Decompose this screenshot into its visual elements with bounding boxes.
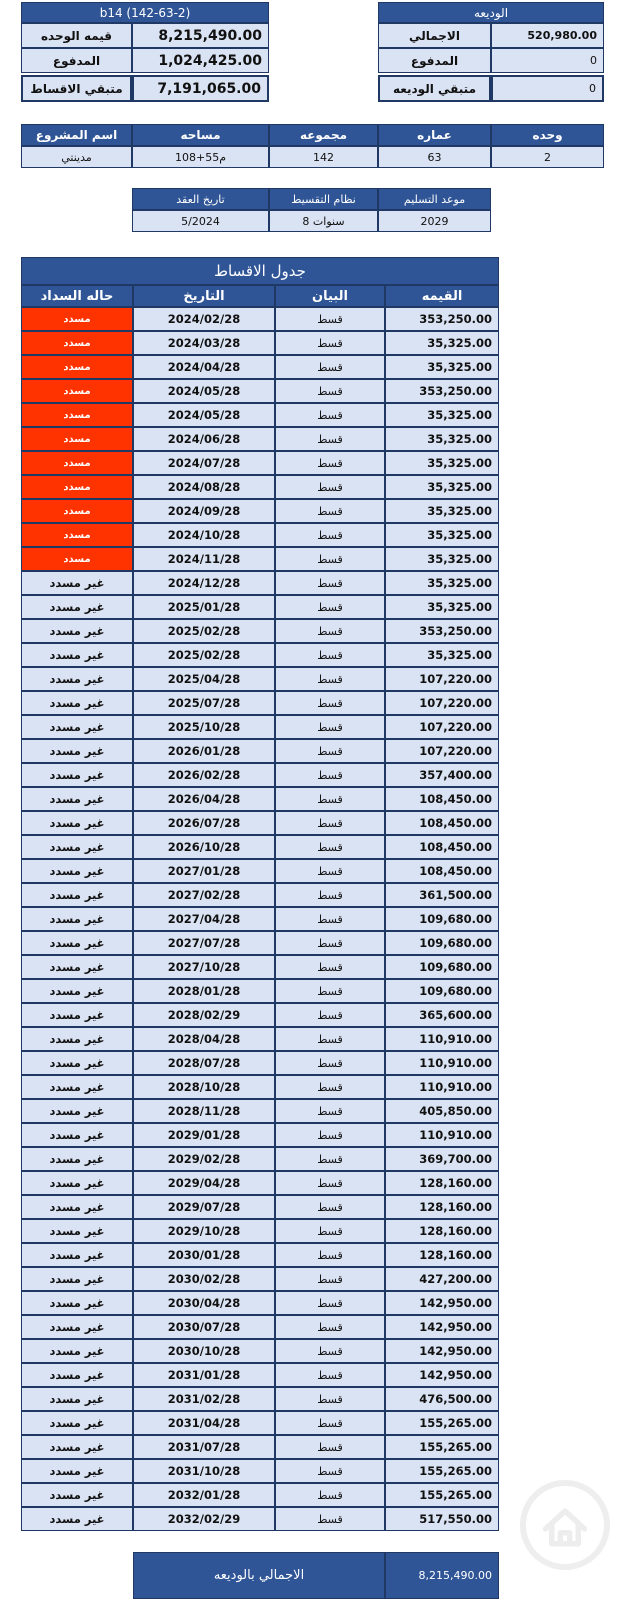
table-row [21, 907, 499, 931]
date-cell: 2031/07/28 [133, 1435, 275, 1459]
date-cell: 2028/02/29 [133, 1003, 275, 1027]
date-cell: 2030/10/28 [133, 1339, 275, 1363]
desc-cell: قسط [275, 1219, 385, 1243]
desc-cell: قسط [275, 1507, 385, 1531]
desc-cell: قسط [275, 1315, 385, 1339]
date-cell: 2026/02/28 [133, 763, 275, 787]
value-group: 142 [269, 146, 378, 168]
date-cell: 2026/10/28 [133, 835, 275, 859]
date-cell: 2030/01/28 [133, 1243, 275, 1267]
status-unpaid-cell: غير مسدد [21, 1459, 133, 1483]
amount-cell: 110,910.00 [385, 1027, 499, 1051]
desc-cell: قسط [275, 1483, 385, 1507]
status-unpaid-cell: غير مسدد [21, 1075, 133, 1099]
desc-cell: قسط [275, 883, 385, 907]
date-cell: 2027/01/28 [133, 859, 275, 883]
table-row [21, 667, 499, 691]
amount-cell: 128,160.00 [385, 1219, 499, 1243]
table-row [21, 1363, 499, 1387]
table-row [21, 787, 499, 811]
desc-cell: قسط [275, 1171, 385, 1195]
table-row [21, 1267, 499, 1291]
amount-cell: 107,220.00 [385, 667, 499, 691]
status-unpaid-cell: غير مسدد [21, 931, 133, 955]
total-label: الاجمالي بالوديعه [133, 1552, 385, 1599]
status-paid-cell: مسدد [21, 331, 133, 355]
desc-cell: قسط [275, 955, 385, 979]
amount-cell: 35,325.00 [385, 523, 499, 547]
desc-cell: قسط [275, 331, 385, 355]
status-paid-cell: مسدد [21, 307, 133, 331]
status-unpaid-cell: غير مسدد [21, 1051, 133, 1075]
status-unpaid-cell: غير مسدد [21, 955, 133, 979]
status-paid-cell: مسدد [21, 427, 133, 451]
table-row [21, 355, 499, 379]
value-building: 63 [378, 146, 491, 168]
unit-value: 8,215,490.00 [132, 23, 269, 48]
deposit-remaining: 0 [491, 75, 604, 102]
status-unpaid-cell: غير مسدد [21, 1243, 133, 1267]
date-cell: 2026/01/28 [133, 739, 275, 763]
desc-cell: قسط [275, 1339, 385, 1363]
table-row [21, 1387, 499, 1411]
desc-cell: قسط [275, 763, 385, 787]
status-unpaid-cell: غير مسدد [21, 1387, 133, 1411]
desc-cell: قسط [275, 787, 385, 811]
amount-cell: 142,950.00 [385, 1315, 499, 1339]
date-cell: 2028/01/28 [133, 979, 275, 1003]
desc-cell: قسط [275, 1195, 385, 1219]
table-row [21, 1507, 499, 1531]
date-cell: 2032/02/29 [133, 1507, 275, 1531]
table-row [21, 859, 499, 883]
unit-value-label: قيمه الوحده [21, 23, 132, 48]
date-cell: 2027/07/28 [133, 931, 275, 955]
desc-cell: قسط [275, 1243, 385, 1267]
status-paid-cell: مسدد [21, 475, 133, 499]
header-building: عماره [378, 124, 491, 146]
desc-cell: قسط [275, 1411, 385, 1435]
amount-cell: 517,550.00 [385, 1507, 499, 1531]
desc-cell: قسط [275, 739, 385, 763]
date-cell: 2024/11/28 [133, 547, 275, 571]
status-unpaid-cell: غير مسدد [21, 1483, 133, 1507]
status-unpaid-cell: غير مسدد [21, 1435, 133, 1459]
status-paid-cell: مسدد [21, 379, 133, 403]
deposit-paid-label: المدفوع [378, 48, 491, 73]
status-unpaid-cell: غير مسدد [21, 619, 133, 643]
date-cell: 2024/04/28 [133, 355, 275, 379]
desc-cell: قسط [275, 499, 385, 523]
amount-cell: 35,325.00 [385, 403, 499, 427]
amount-cell: 155,265.00 [385, 1411, 499, 1435]
table-row [21, 883, 499, 907]
desc-cell: قسط [275, 451, 385, 475]
amount-cell: 361,500.00 [385, 883, 499, 907]
amount-cell: 142,950.00 [385, 1291, 499, 1315]
table-row [21, 1051, 499, 1075]
deposit-total-label: الاجمالي [378, 23, 491, 48]
desc-cell: قسط [275, 1435, 385, 1459]
desc-cell: قسط [275, 307, 385, 331]
table-row [21, 499, 499, 523]
desc-cell: قسط [275, 931, 385, 955]
status-unpaid-cell: غير مسدد [21, 667, 133, 691]
date-cell: 2030/02/28 [133, 1267, 275, 1291]
table-row [21, 619, 499, 643]
amount-cell: 108,450.00 [385, 859, 499, 883]
table-row [21, 1315, 499, 1339]
status-paid-cell: مسدد [21, 403, 133, 427]
table-row [21, 1003, 499, 1027]
desc-cell: قسط [275, 595, 385, 619]
value-project: مدينتي [21, 146, 132, 168]
amount-cell: 35,325.00 [385, 571, 499, 595]
amount-cell: 476,500.00 [385, 1387, 499, 1411]
amount-cell: 128,160.00 [385, 1195, 499, 1219]
status-unpaid-cell: غير مسدد [21, 1123, 133, 1147]
table-row [21, 1171, 499, 1195]
date-cell: 2031/10/28 [133, 1459, 275, 1483]
table-row [21, 1459, 499, 1483]
table-row [21, 403, 499, 427]
deposit-remaining-label: متبقي الوديعه [378, 75, 491, 102]
status-unpaid-cell: غير مسدد [21, 1099, 133, 1123]
header-date: التاريخ [133, 285, 275, 307]
date-cell: 2025/02/28 [133, 643, 275, 667]
status-unpaid-cell: غير مسدد [21, 571, 133, 595]
status-unpaid-cell: غير مسدد [21, 1027, 133, 1051]
desc-cell: قسط [275, 1051, 385, 1075]
desc-cell: قسط [275, 859, 385, 883]
amount-cell: 142,950.00 [385, 1363, 499, 1387]
date-cell: 2031/02/28 [133, 1387, 275, 1411]
unit-paid-label: المدفوع [21, 48, 132, 73]
table-row [21, 547, 499, 571]
deposit-title: الوديعه [378, 2, 604, 23]
table-row [21, 427, 499, 451]
amount-cell: 35,325.00 [385, 547, 499, 571]
amount-cell: 107,220.00 [385, 691, 499, 715]
table-row [21, 523, 499, 547]
status-unpaid-cell: غير مسدد [21, 1195, 133, 1219]
amount-cell: 35,325.00 [385, 451, 499, 475]
table-row [21, 1435, 499, 1459]
status-paid-cell: مسدد [21, 523, 133, 547]
status-unpaid-cell: غير مسدد [21, 1267, 133, 1291]
value-unit: 2 [491, 146, 604, 168]
status-unpaid-cell: غير مسدد [21, 1171, 133, 1195]
date-cell: 2029/02/28 [133, 1147, 275, 1171]
status-unpaid-cell: غير مسدد [21, 763, 133, 787]
date-cell: 2027/02/28 [133, 883, 275, 907]
amount-cell: 109,680.00 [385, 907, 499, 931]
date-cell: 2027/10/28 [133, 955, 275, 979]
table-row [21, 1195, 499, 1219]
table-row [21, 331, 499, 355]
date-cell: 2027/04/28 [133, 907, 275, 931]
amount-cell: 110,910.00 [385, 1051, 499, 1075]
value-area: 108+55م [132, 146, 269, 168]
header-status: حاله السداد [21, 285, 133, 307]
amount-cell: 155,265.00 [385, 1483, 499, 1507]
table-row [21, 643, 499, 667]
table-row [21, 1483, 499, 1507]
status-unpaid-cell: غير مسدد [21, 859, 133, 883]
amount-cell: 35,325.00 [385, 643, 499, 667]
status-unpaid-cell: غير مسدد [21, 907, 133, 931]
status-unpaid-cell: غير مسدد [21, 1315, 133, 1339]
desc-cell: قسط [275, 715, 385, 739]
status-paid-cell: مسدد [21, 499, 133, 523]
desc-cell: قسط [275, 355, 385, 379]
desc-cell: قسط [275, 1027, 385, 1051]
table-row [21, 1147, 499, 1171]
date-cell: 2028/04/28 [133, 1027, 275, 1051]
desc-cell: قسط [275, 667, 385, 691]
desc-cell: قسط [275, 835, 385, 859]
amount-cell: 35,325.00 [385, 475, 499, 499]
amount-cell: 110,910.00 [385, 1123, 499, 1147]
status-unpaid-cell: غير مسدد [21, 1363, 133, 1387]
value-delivery: 2029 [378, 210, 491, 232]
unit-paid: 1,024,425.00 [132, 48, 269, 73]
desc-cell: قسط [275, 1123, 385, 1147]
desc-cell: قسط [275, 907, 385, 931]
amount-cell: 109,680.00 [385, 955, 499, 979]
deposit-paid: 0 [491, 48, 604, 73]
amount-cell: 128,160.00 [385, 1171, 499, 1195]
header-project: اسم المشروع [21, 124, 132, 146]
date-cell: 2024/07/28 [133, 451, 275, 475]
date-cell: 2029/04/28 [133, 1171, 275, 1195]
date-cell: 2024/09/28 [133, 499, 275, 523]
table-row [21, 1099, 499, 1123]
date-cell: 2024/06/28 [133, 427, 275, 451]
desc-cell: قسط [275, 571, 385, 595]
desc-cell: قسط [275, 979, 385, 1003]
table-row [21, 1339, 499, 1363]
date-cell: 2029/10/28 [133, 1219, 275, 1243]
desc-cell: قسط [275, 1267, 385, 1291]
table-row [21, 715, 499, 739]
date-cell: 2028/10/28 [133, 1075, 275, 1099]
status-unpaid-cell: غير مسدد [21, 1507, 133, 1531]
date-cell: 2030/07/28 [133, 1315, 275, 1339]
date-cell: 2029/01/28 [133, 1123, 275, 1147]
status-paid-cell: مسدد [21, 451, 133, 475]
amount-cell: 365,600.00 [385, 1003, 499, 1027]
amount-cell: 35,325.00 [385, 499, 499, 523]
table-row [21, 979, 499, 1003]
table-row [21, 835, 499, 859]
amount-cell: 128,160.00 [385, 1243, 499, 1267]
desc-cell: قسط [275, 811, 385, 835]
table-row [21, 595, 499, 619]
status-unpaid-cell: غير مسدد [21, 1147, 133, 1171]
schedule-title: جدول الاقساط [21, 257, 499, 285]
date-cell: 2031/04/28 [133, 1411, 275, 1435]
header-delivery: موعد التسليم [378, 188, 491, 210]
date-cell: 2025/10/28 [133, 715, 275, 739]
amount-cell: 109,680.00 [385, 979, 499, 1003]
amount-cell: 107,220.00 [385, 715, 499, 739]
status-unpaid-cell: غير مسدد [21, 1339, 133, 1363]
amount-cell: 353,250.00 [385, 379, 499, 403]
date-cell: 2025/04/28 [133, 667, 275, 691]
table-row [21, 1219, 499, 1243]
status-unpaid-cell: غير مسدد [21, 1219, 133, 1243]
status-unpaid-cell: غير مسدد [21, 691, 133, 715]
table-row [21, 763, 499, 787]
deposit-total: 520,980.00 [491, 23, 604, 48]
amount-cell: 107,220.00 [385, 739, 499, 763]
date-cell: 2025/07/28 [133, 691, 275, 715]
date-cell: 2025/01/28 [133, 595, 275, 619]
status-unpaid-cell: غير مسدد [21, 643, 133, 667]
table-row [21, 379, 499, 403]
amount-cell: 35,325.00 [385, 355, 499, 379]
status-unpaid-cell: غير مسدد [21, 1411, 133, 1435]
status-paid-cell: مسدد [21, 355, 133, 379]
value-contract-date: 5/2024 [132, 210, 269, 232]
status-unpaid-cell: غير مسدد [21, 715, 133, 739]
table-row [21, 307, 499, 331]
date-cell: 2026/07/28 [133, 811, 275, 835]
header-contract-date: تاريخ العقد [132, 188, 269, 210]
desc-cell: قسط [275, 619, 385, 643]
amount-cell: 35,325.00 [385, 427, 499, 451]
header-area: مساحه [132, 124, 269, 146]
table-row [21, 1027, 499, 1051]
status-paid-cell: مسدد [21, 547, 133, 571]
total-value: 8,215,490.00 [385, 1552, 499, 1599]
desc-cell: قسط [275, 643, 385, 667]
date-cell: 2028/07/28 [133, 1051, 275, 1075]
value-plan: 8 سنوات [269, 210, 378, 232]
table-row [21, 475, 499, 499]
table-row [21, 739, 499, 763]
table-row [21, 1075, 499, 1099]
date-cell: 2025/02/28 [133, 619, 275, 643]
amount-cell: 155,265.00 [385, 1459, 499, 1483]
table-row [21, 1243, 499, 1267]
desc-cell: قسط [275, 379, 385, 403]
desc-cell: قسط [275, 1387, 385, 1411]
desc-cell: قسط [275, 403, 385, 427]
status-unpaid-cell: غير مسدد [21, 739, 133, 763]
amount-cell: 108,450.00 [385, 787, 499, 811]
desc-cell: قسط [275, 523, 385, 547]
amount-cell: 353,250.00 [385, 307, 499, 331]
desc-cell: قسط [275, 1099, 385, 1123]
table-row [21, 691, 499, 715]
header-desc: البيان [275, 285, 385, 307]
date-cell: 2030/04/28 [133, 1291, 275, 1315]
amount-cell: 110,910.00 [385, 1075, 499, 1099]
date-cell: 2024/05/28 [133, 403, 275, 427]
status-unpaid-cell: غير مسدد [21, 787, 133, 811]
header-group: مجموعه [269, 124, 378, 146]
amount-cell: 353,250.00 [385, 619, 499, 643]
date-cell: 2032/01/28 [133, 1483, 275, 1507]
date-cell: 2024/08/28 [133, 475, 275, 499]
desc-cell: قسط [275, 1363, 385, 1387]
date-cell: 2024/05/28 [133, 379, 275, 403]
desc-cell: قسط [275, 691, 385, 715]
amount-cell: 155,265.00 [385, 1435, 499, 1459]
date-cell: 2024/10/28 [133, 523, 275, 547]
amount-cell: 35,325.00 [385, 595, 499, 619]
amount-cell: 427,200.00 [385, 1267, 499, 1291]
status-unpaid-cell: غير مسدد [21, 811, 133, 835]
amount-cell: 35,325.00 [385, 331, 499, 355]
amount-cell: 357,400.00 [385, 763, 499, 787]
watermark-home-icon [520, 1480, 610, 1570]
table-row [21, 811, 499, 835]
date-cell: 2024/12/28 [133, 571, 275, 595]
status-unpaid-cell: غير مسدد [21, 979, 133, 1003]
unit-code: b14 (142-63-2) [21, 2, 269, 23]
header-amount: القيمه [385, 285, 499, 307]
header-plan: نظام التقسيط [269, 188, 378, 210]
date-cell: 2024/03/28 [133, 331, 275, 355]
table-row [21, 1123, 499, 1147]
date-cell: 2024/02/28 [133, 307, 275, 331]
table-row [21, 955, 499, 979]
desc-cell: قسط [275, 1459, 385, 1483]
status-unpaid-cell: غير مسدد [21, 883, 133, 907]
table-row [21, 1291, 499, 1315]
desc-cell: قسط [275, 1003, 385, 1027]
desc-cell: قسط [275, 427, 385, 451]
amount-cell: 109,680.00 [385, 931, 499, 955]
desc-cell: قسط [275, 1147, 385, 1171]
amount-cell: 142,950.00 [385, 1339, 499, 1363]
desc-cell: قسط [275, 1291, 385, 1315]
status-unpaid-cell: غير مسدد [21, 835, 133, 859]
amount-cell: 369,700.00 [385, 1147, 499, 1171]
date-cell: 2029/07/28 [133, 1195, 275, 1219]
table-row [21, 931, 499, 955]
amount-cell: 405,850.00 [385, 1099, 499, 1123]
table-row [21, 1411, 499, 1435]
status-unpaid-cell: غير مسدد [21, 595, 133, 619]
amount-cell: 108,450.00 [385, 835, 499, 859]
desc-cell: قسط [275, 1075, 385, 1099]
desc-cell: قسط [275, 475, 385, 499]
table-row [21, 451, 499, 475]
date-cell: 2031/01/28 [133, 1363, 275, 1387]
date-cell: 2028/11/28 [133, 1099, 275, 1123]
status-unpaid-cell: غير مسدد [21, 1291, 133, 1315]
amount-cell: 108,450.00 [385, 811, 499, 835]
date-cell: 2026/04/28 [133, 787, 275, 811]
unit-remaining-label: متبقي الاقساط [21, 75, 132, 102]
header-unit: وحده [491, 124, 604, 146]
desc-cell: قسط [275, 547, 385, 571]
unit-remaining: 7,191,065.00 [132, 75, 269, 102]
status-unpaid-cell: غير مسدد [21, 1003, 133, 1027]
table-row [21, 571, 499, 595]
